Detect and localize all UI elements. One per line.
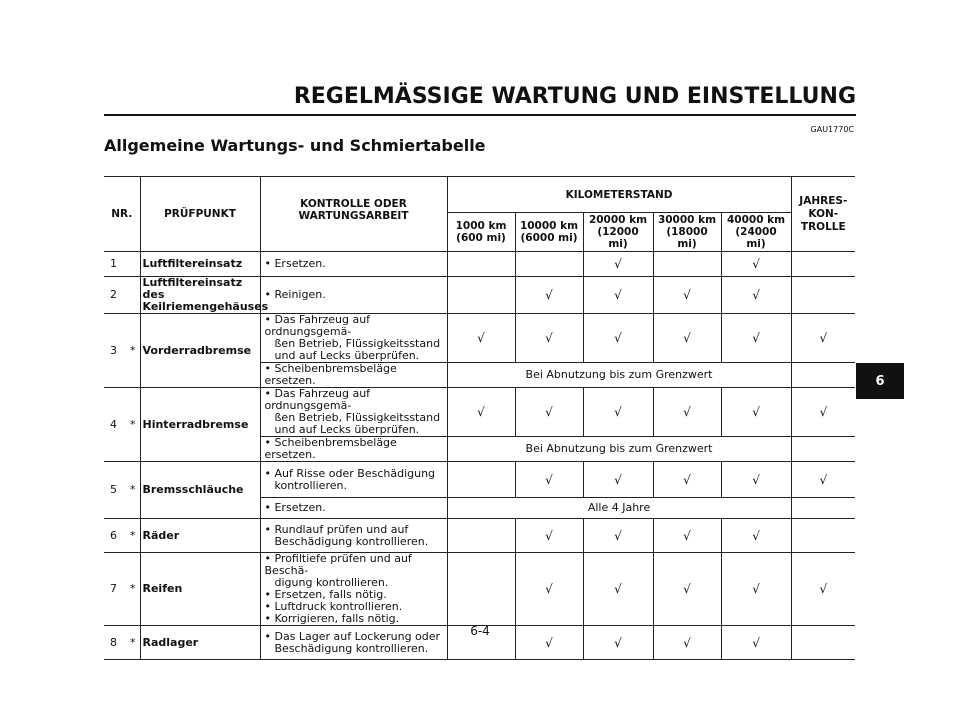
check-mark: √ [515,277,583,314]
check-mark: √ [721,388,791,437]
row-number: 6 [104,519,126,553]
inspection-item: Vorderradbremse [140,314,260,388]
maintenance-task: • Scheibenbremsbeläge ersetzen. [260,437,447,462]
empty-cell [447,277,515,314]
table-row [104,277,855,314]
maintenance-task [260,519,447,553]
check-mark: √ [721,626,791,660]
check-mark: √ [583,314,653,363]
row-number: 3 [104,314,126,388]
check-mark: √ [583,626,653,660]
header-km-3: 30000 km (18000 mi) [653,213,721,252]
check-mark: √ [515,388,583,437]
dealer-service-marker: * [126,388,140,462]
task-line: und auf Lecks überprüfen. [274,349,420,362]
row-number: 7 [104,553,126,626]
empty-cell [653,252,721,277]
table-row [104,314,855,363]
check-mark: √ [447,388,515,437]
page-number: 6-4 [470,624,490,638]
task-line: • Korrigieren, falls nötig. [264,612,400,625]
task-line: • Das Fahrzeug auf ordnungsgemä- [264,387,371,412]
empty-cell [791,498,855,519]
empty-cell [791,252,855,277]
header-km-4: 40000 km (24000 mi) [721,213,791,252]
check-mark: √ [721,553,791,626]
check-mark: √ [653,462,721,498]
empty-cell [791,277,855,314]
check-mark: √ [721,277,791,314]
check-mark: √ [721,314,791,363]
maintenance-task: • Ersetzen. [260,498,447,519]
header-nr: NR. [104,177,140,252]
row-number: 2 [104,277,126,314]
maintenance-task [260,252,447,277]
task-line: • Auf Risse oder Beschädigung [264,466,436,480]
table-row [104,553,855,626]
maintenance-task [260,314,447,363]
task-line: digung kontrollieren. [274,576,389,589]
check-mark: √ [653,277,721,314]
check-mark: √ [583,277,653,314]
header-annual: JAHRES-KON-TROLLE [791,177,855,252]
empty-cell [447,462,515,498]
check-mark: √ [721,252,791,277]
task-line: • Reinigen. [264,288,326,301]
interval-note: Bei Abnutzung bis zum Grenzwert [447,437,791,462]
table-row [104,388,855,437]
table-row [104,252,855,277]
row-number: 8 [104,626,126,660]
inspection-item: Reifen [140,553,260,626]
header-km-group: KILOMETERSTAND [447,177,791,213]
check-mark: √ [653,314,721,363]
inspection-item: Radlager [140,626,260,660]
task-line: • Ersetzen. [264,257,326,270]
check-mark: √ [653,626,721,660]
inspection-item: Bremsschläuche [140,462,260,519]
check-mark: √ [583,388,653,437]
check-mark: √ [653,519,721,553]
check-mark: √ [791,388,855,437]
check-mark: √ [515,462,583,498]
dealer-service-marker: * [126,519,140,553]
maintenance-task [260,388,447,437]
dealer-service-marker [126,277,140,314]
check-mark: √ [721,462,791,498]
check-mark: √ [583,462,653,498]
check-mark: √ [515,314,583,363]
task-line: ßen Betrieb, Flüssigkeitsstand [274,337,441,350]
interval-note: Alle 4 Jahre [447,498,791,519]
task-line: kontrollieren. [274,478,347,492]
dealer-service-marker: * [126,314,140,388]
header-km-1: 10000 km (6000 mi) [515,213,583,252]
check-mark: √ [721,519,791,553]
dealer-service-marker [126,252,140,277]
header-part: PRÜFPUNKT [140,177,260,252]
check-mark: √ [791,462,855,498]
row-number: 5 [104,462,126,519]
empty-cell [447,553,515,626]
task-line: Beschädigung kontrollieren. [274,641,429,655]
maintenance-task [260,277,447,314]
check-mark: √ [515,553,583,626]
empty-cell [447,252,515,277]
check-mark: √ [583,252,653,277]
task-line: • Ersetzen, falls nötig. [264,588,387,601]
interval-note: Bei Abnutzung bis zum Grenzwert [447,363,791,388]
inspection-item: Luftfiltereinsatz des Keilriemengehäuses [140,277,260,314]
maintenance-table [104,176,855,660]
inspection-item: Räder [140,519,260,553]
empty-cell [791,519,855,553]
check-mark: √ [653,553,721,626]
check-mark: √ [583,519,653,553]
empty-cell [515,252,583,277]
task-line: Beschädigung kontrollieren. [274,534,429,548]
task-line: • Das Lager auf Lockerung oder [264,629,441,643]
row-number: 4 [104,388,126,462]
maintenance-task [260,553,447,626]
chapter-tab: 6 [856,363,904,399]
task-line: • Rundlauf prüfen und auf [264,522,409,536]
section-title: Allgemeine Wartungs- und Schmiertabelle [104,136,486,155]
header-km-2: 20000 km (12000 mi) [583,213,653,252]
row-number: 1 [104,252,126,277]
empty-cell [791,437,855,462]
check-mark: √ [791,314,855,363]
table-row [104,462,855,498]
check-mark: √ [653,388,721,437]
dealer-service-marker: * [126,553,140,626]
document-code: GAU1770C [810,125,854,134]
check-mark: √ [515,519,583,553]
task-line: • Das Fahrzeug auf ordnungsgemä- [264,313,371,338]
header-task: KONTROLLE ODER WARTUNGSARBEIT [260,177,447,252]
check-mark: √ [515,626,583,660]
header-km-0: 1000 km (600 mi) [447,213,515,252]
task-line: ßen Betrieb, Flüssigkeitsstand [274,411,441,424]
task-line: • Luftdruck kontrollieren. [264,600,403,613]
page-header-title: REGELMÄSSIGE WARTUNG UND EINSTELLUNG [293,84,856,109]
maintenance-task: • Scheibenbremsbeläge ersetzen. [260,363,447,388]
inspection-item: Hinterradbremse [140,388,260,462]
check-mark: √ [583,553,653,626]
check-mark: √ [447,314,515,363]
maintenance-task [260,462,447,498]
dealer-service-marker: * [126,462,140,519]
table-row [104,519,855,553]
task-line: • Profiltiefe prüfen und auf Beschä- [264,552,412,577]
empty-cell [447,519,515,553]
empty-cell [791,363,855,388]
check-mark: √ [791,553,855,626]
dealer-service-marker: * [126,626,140,660]
header-rule [104,114,856,116]
task-line: und auf Lecks überprüfen. [274,423,420,436]
inspection-item: Luftfiltereinsatz [140,252,260,277]
